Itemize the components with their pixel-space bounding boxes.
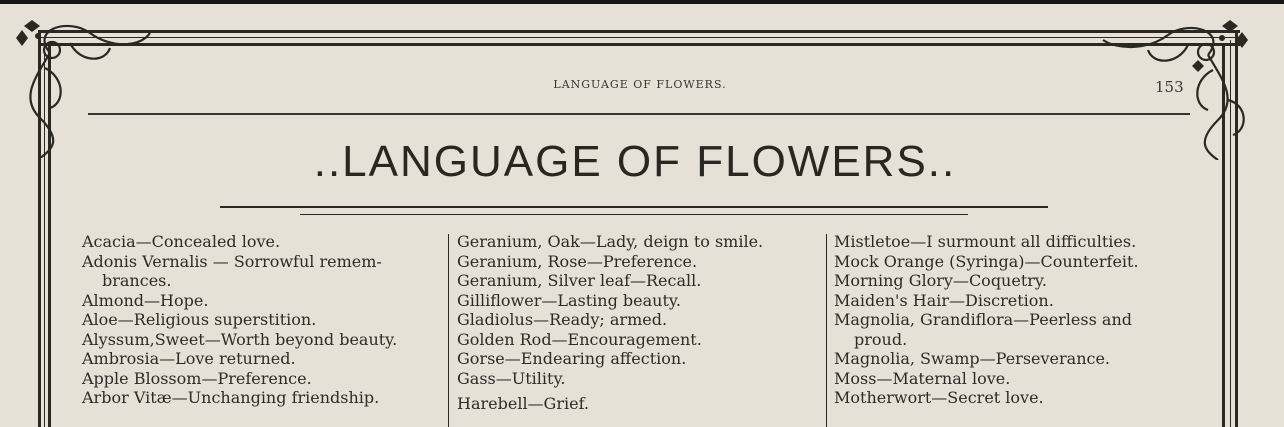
list-item: proud. [854,329,908,349]
title-underline [220,206,1048,208]
list-item: Almond—Hope. [82,290,209,310]
column-middle [457,232,822,414]
list-item: Adonis Vernalis — Sorrowful remem- [82,251,382,271]
border-rule [40,30,1240,33]
list-item: Geranium, Rose—Preference. [457,251,698,271]
screen-top-edge [0,0,1284,4]
corner-flourish-left-icon [10,8,160,158]
list-item: Morning Glory—Coquetry. [834,271,1047,290]
page-title: ..LANGUAGE OF FLOWERS.. [313,137,957,186]
list-item: Ambrosia—Love returned. [82,349,296,368]
header-rule [88,113,1190,115]
list-item: Mistletoe—I surmount all difficulties. [834,232,1137,251]
list-item: Gilliflower—Lasting beauty. [457,290,681,310]
list-item: Mock Orange (Syringa)—Counterfeit. [834,251,1139,271]
list-item: Aloe—Religious superstition. [82,310,317,329]
list-item: Gorse—Endearing affection. [457,349,687,368]
column-right [834,232,1204,408]
list-item: Maiden's Hair—Discretion. [834,290,1054,310]
border-rule [40,37,1240,38]
list-item: Alyssum,Sweet—Worth beyond beauty. [82,329,398,349]
title-underline [300,214,968,215]
column-divider [826,234,827,427]
list-item: Gladiolus—Ready; armed. [457,310,668,329]
column-divider [448,234,449,427]
running-head: LANGUAGE OF FLOWERS. [553,78,727,91]
list-item: Arbor Vitæ—Unchanging friendship. [82,388,380,407]
list-item: brances. [102,271,172,290]
column-left [82,232,442,408]
list-item: Acacia—Concealed love. [82,232,281,251]
list-item: Harebell—Grief. [457,394,590,413]
list-item: Gass—Utility. [457,368,566,388]
list-item: Magnolia, Grandiflora—Peerless and [834,310,1132,329]
border-rule [40,43,1240,46]
list-item: Magnolia, Swamp—Perseverance. [834,349,1111,368]
list-item: Motherwort—Secret love. [834,388,1044,407]
list-item: Apple Blossom—Preference. [82,368,312,388]
list-item: Golden Rod—Encouragement. [457,329,702,349]
list-item: Moss—Maternal love. [834,368,1011,388]
list-item: Geranium, Silver leaf—Recall. [457,271,702,290]
page-number: 153 [1155,78,1184,96]
list-item: Geranium, Oak—Lady, deign to smile. [457,232,764,251]
